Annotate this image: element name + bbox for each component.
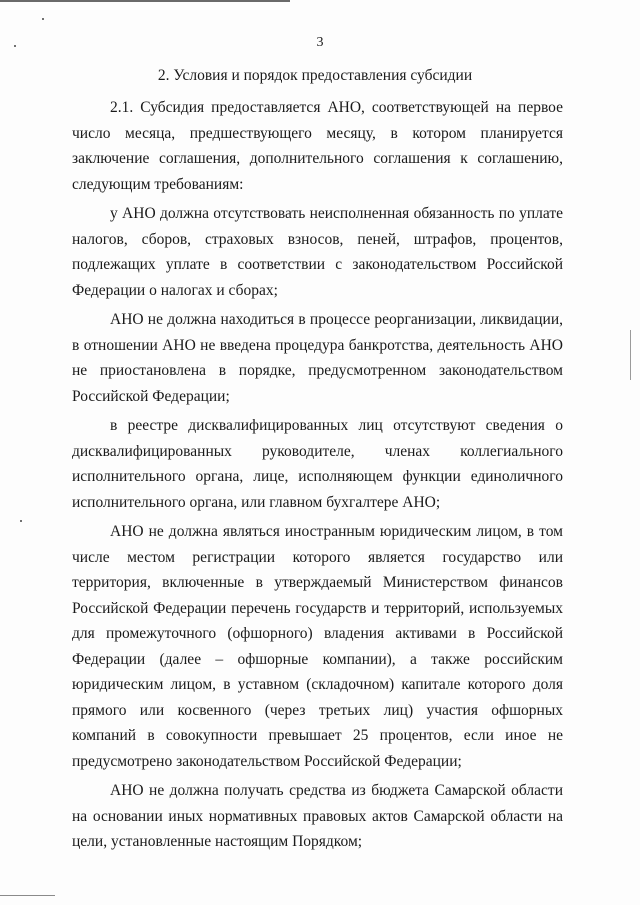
scan-artifact-bottom-line	[0, 895, 55, 896]
scan-artifact-top-line	[0, 0, 290, 2]
paragraph-reorganization: АНО не должна находиться в процессе реорганизации, ликвидации, в отношении АНО не введена процедура банкротства, деятельность АНО не приостановлена в порядке, предусмотренном законодательством Российской Федерации;	[72, 311, 563, 405]
paragraph-offshore: АНО не должна являться иностранным юридическим лицом, в том числе местом регистрации которого является государство или территория, включенные в утверждаемый Министерством финансов Российской Федерации перечень государств и территорий, используемых для промежуточного (офшорного) владения активами в Российской Федерации (далее – офшорные компании), а также российским юридическим лицом, в уставном (складочном) капитале которого доля прямого или косвенного (через третьих лиц) участия офшорных компаний в совокупности превышает 25 процентов, если иное не предусмотрено законодательством Российской Федерации;	[72, 523, 563, 770]
paragraph-disqualified-persons: в реестре дисквалифицированных лиц отсутствуют сведения о дисквалифицированных руководителе, членах коллегиального исполнительного органа, лице, исполняющем функции единоличного исполнительного органа, или главном бухгалтере АНО;	[72, 417, 563, 511]
scan-artifact-right-edge	[630, 330, 631, 380]
body-text	[72, 95, 563, 859]
scan-artifact-dot	[42, 18, 44, 20]
scan-artifact-dot	[20, 520, 22, 522]
paragraph-tax-arrears: у АНО должна отсутствовать неисполненная обязанность по уплате налогов, сборов, страховых взносов, пеней, штрафов, процентов, подлежащих уплате в соответствии с законодательством Российской Федерации о налогах и сборах;	[72, 205, 563, 299]
page-number: 3	[316, 35, 324, 50]
paragraph-budget-funds: АНО не должна получать средства из бюджета Самарской области на основании иных нормативных правовых актов Самарской области на цели, установленные настоящим Порядком;	[72, 782, 563, 850]
section-title: 2. Условия и порядок предоставления субсидии	[157, 67, 473, 84]
paragraph-2-1: 2.1. Субсидия предоставляется АНО, соответствующей на первое число месяца, предшествующего месяцу, в котором планируется заключение соглашения, дополнительного соглашения к соглашению, следующим требованиям:	[72, 99, 563, 193]
